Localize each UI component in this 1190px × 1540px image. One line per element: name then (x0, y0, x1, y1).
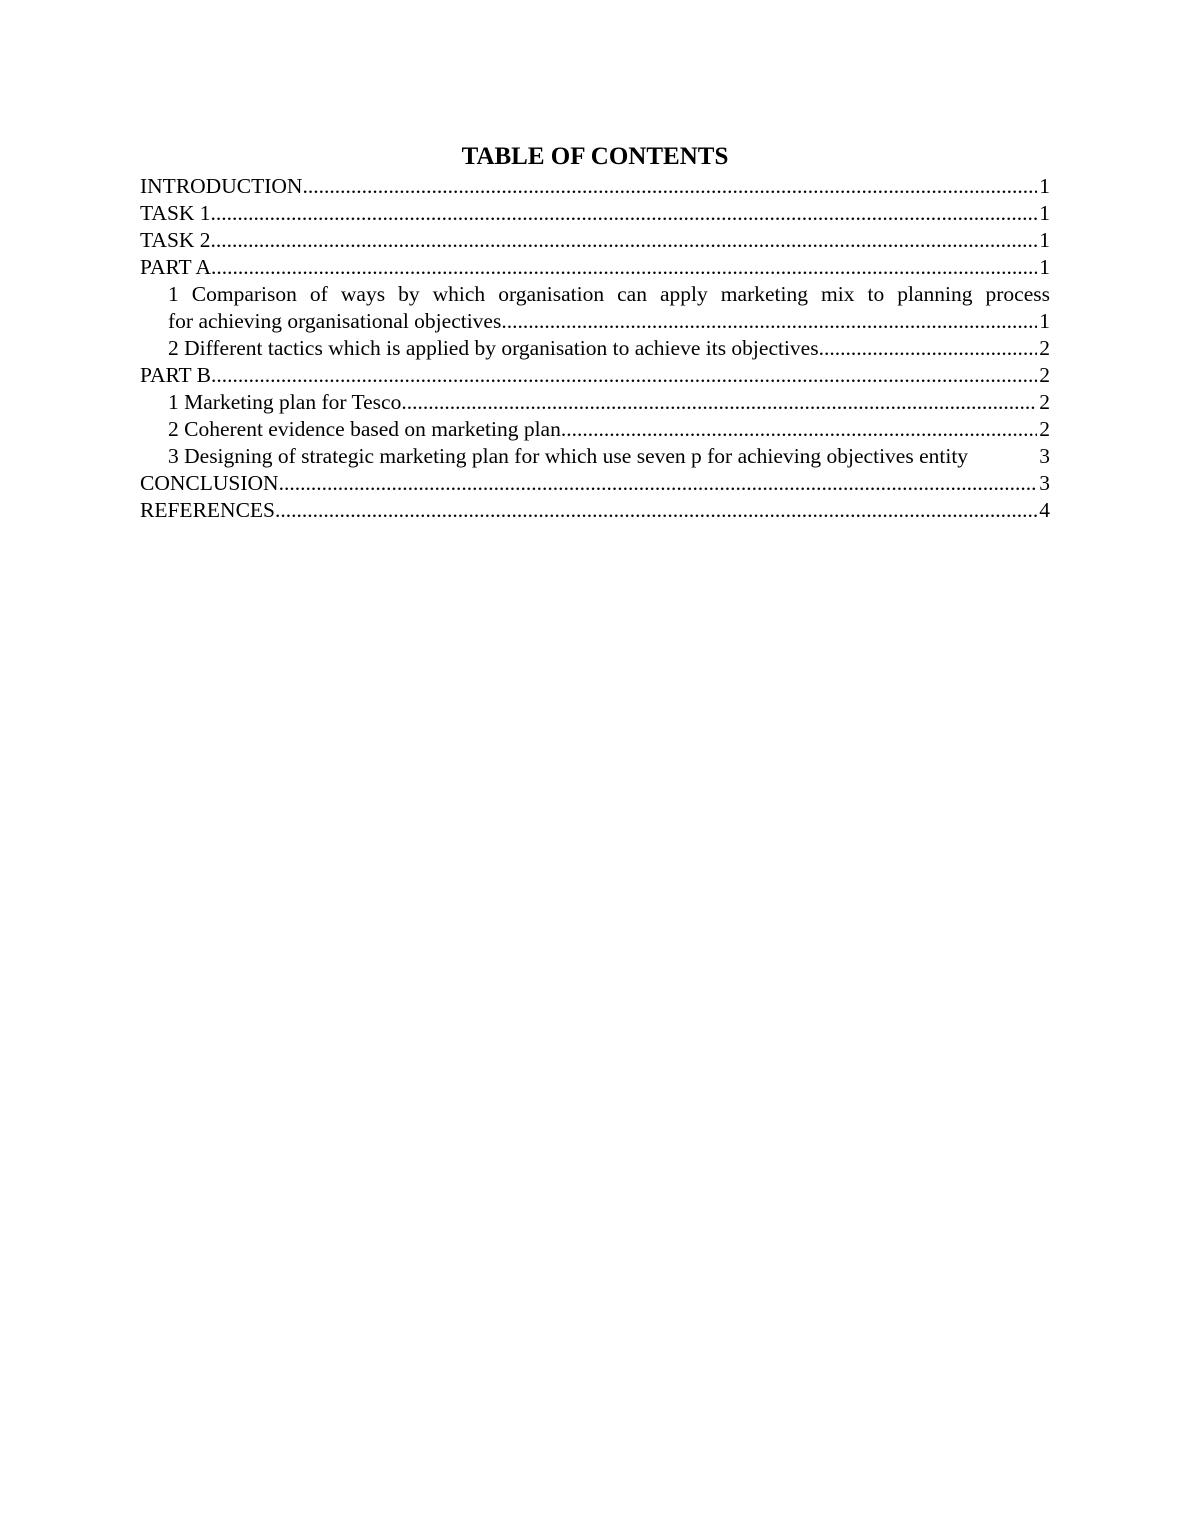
toc-page-number: 1 (1039, 201, 1050, 225)
toc-entry-part-b-1[interactable] (140, 389, 1050, 416)
toc-page-number: 1 (1039, 174, 1050, 198)
toc-entry-label: PART B (140, 363, 212, 387)
toc-title: TABLE OF CONTENTS (461, 143, 729, 170)
toc-dot-leader (275, 497, 1037, 524)
toc-entry-label: 2 Coherent evidence based on marketing plan (168, 417, 561, 441)
toc-entry-part-b-3[interactable] (140, 443, 1050, 470)
toc-page-number: 3 (1039, 471, 1050, 495)
toc-page-number: 1 (1039, 228, 1050, 252)
toc-dot-leader (211, 227, 1038, 254)
toc-entry-label: REFERENCES (140, 498, 275, 522)
toc-dot-leader (819, 335, 1038, 362)
toc-entry-task-2[interactable] (140, 227, 1050, 254)
toc-entry-label: 3 Designing of strategic marketing plan for which use seven p for achieving objectives entity (168, 444, 969, 468)
toc-entry-part-b[interactable] (140, 362, 1050, 389)
toc-page-number: 2 (1039, 363, 1050, 387)
toc-page-number: 4 (1039, 498, 1050, 522)
toc-entry-part-a[interactable] (140, 254, 1050, 281)
toc-entry-conclusion[interactable] (140, 470, 1050, 497)
toc-list (140, 173, 1050, 524)
toc-entry-task-1[interactable] (140, 200, 1050, 227)
toc-entry-part-b-2[interactable] (140, 416, 1050, 443)
toc-page-number: 3 (1039, 444, 1050, 468)
toc-entry-label: 1 Marketing plan for Tesco (168, 390, 402, 414)
toc-entry-label: INTRODUCTION (140, 174, 303, 198)
toc-dot-leader (561, 416, 1037, 443)
toc-entry-label: PART A (140, 255, 212, 279)
toc-dot-leader (401, 389, 1037, 416)
toc-entry-introduction[interactable] (140, 173, 1050, 200)
toc-page-number: 2 (1039, 390, 1050, 414)
toc-entry-label: TASK 2 (140, 228, 211, 252)
toc-entry-label: 2 Different tactics which is applied by organisation to achieve its objectives (168, 336, 819, 360)
toc-dot-leader (211, 254, 1037, 281)
toc-dot-leader (302, 173, 1037, 200)
toc-entry-label-line-1: 1 Comparison of ways by which organisation can apply marketing mix to planning process (168, 282, 1050, 306)
toc-entry-label: CONCLUSION (140, 471, 279, 495)
toc-dot-leader (211, 362, 1037, 389)
toc-page-number: 2 (1039, 417, 1050, 441)
toc-entry-label: TASK 1 (140, 201, 211, 225)
toc-entry-references[interactable] (140, 497, 1050, 524)
toc-page-number: 1 (1039, 255, 1050, 279)
toc-entry-label-line-2: for achieving organisational objectives (168, 309, 502, 333)
toc-entry-part-a-2[interactable] (140, 335, 1050, 362)
toc-entry-part-a-1[interactable] (140, 281, 1050, 335)
toc-dot-leader (279, 470, 1038, 497)
document-page (140, 141, 1050, 524)
toc-dot-leader (211, 200, 1038, 227)
toc-page-number: 1 (1039, 309, 1050, 333)
toc-dot-leader (501, 308, 1037, 335)
toc-entry-line-2 (140, 308, 1050, 335)
toc-page-number: 2 (1039, 336, 1050, 360)
